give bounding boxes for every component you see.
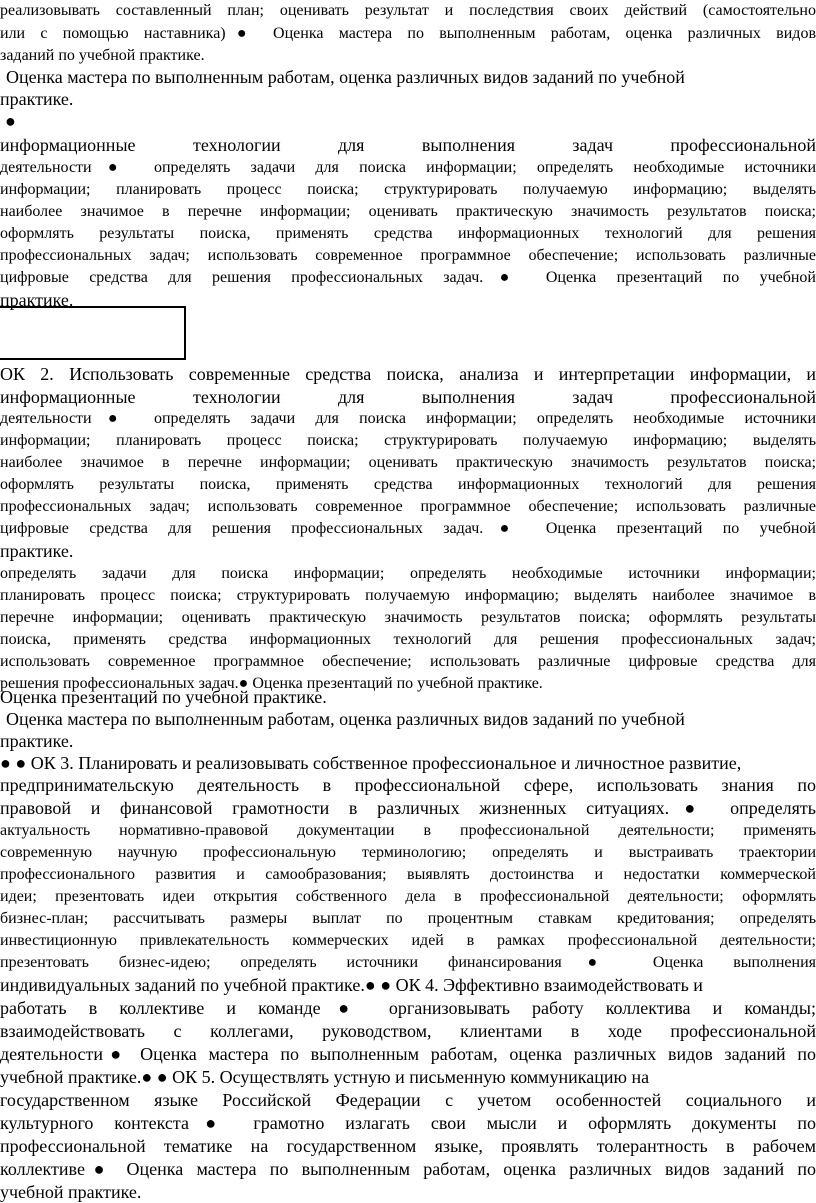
- text-line: определять задачи для поиска информации; определять необходимые источники информации;: [0, 565, 816, 582]
- text-line: индивидуальных заданий по учебной практике.● ● ОК 4. Эффективно взаимодействовать и: [0, 975, 703, 995]
- text-line: Оценка презентаций по учебной практике.: [0, 687, 327, 707]
- text-line: современную научную профессиональную терминологию; определять и выстраивать траектории: [0, 844, 816, 861]
- text-line: профессиональной тематике на государственном языке, проявлять толерантность в рабочем: [0, 1136, 816, 1156]
- text-line: практике.: [0, 89, 74, 109]
- text-line: практике.: [0, 541, 74, 561]
- text-line: планировать процесс поиска; структурировать получаемую информацию; выделять наиболее значимое в: [0, 587, 816, 604]
- text-line: взаимодействовать с коллегами, руководством, клиентами в ходе профессиональной: [0, 1021, 816, 1041]
- text-line: наиболее значимое в перечне информации; оценивать практическую значимость результатов поиска;: [0, 203, 816, 220]
- text-line: практике.: [0, 290, 74, 310]
- text-line: решения профессиональных задач.● Оценка презентаций по учебной практике.: [0, 675, 543, 692]
- text-line: оформлять результаты поиска, применять средства информационных технологий для решения: [0, 225, 816, 242]
- text-line: информации; планировать процесс поиска; структурировать получаемую информацию; выделять: [0, 432, 816, 449]
- text-line: деятельности● определять задачи для поиска информации; определять необходимые источники: [0, 410, 816, 427]
- text-line: государственном языке Российской Федерации с учетом особенностей социального и: [0, 1090, 816, 1110]
- text-line: бизнес-план; рассчитывать размеры выплат по процентным ставкам кредитования; определять: [0, 910, 816, 927]
- text-line: культурного контекста● грамотно излагать свои мысли и оформлять документы по: [0, 1113, 816, 1133]
- text-line: презентовать бизнес-идею; определять источники финансирования● Оценка выполнения: [0, 954, 816, 971]
- text-line: оформлять результаты поиска, применять средства информационных технологий для решения: [0, 476, 816, 493]
- text-line: предпринимательскую деятельность в профессиональной сфере, использовать знания по: [0, 775, 816, 795]
- text-line: правовой и финансовой грамотности в различных жизненных ситуациях.● определять: [0, 798, 816, 818]
- text-line: практике.: [0, 731, 74, 751]
- text-line: наиболее значимое в перечне информации; оценивать практическую значимость результатов поиска;: [0, 454, 816, 471]
- text-line: ОК 2. Использовать современные средства поиска, анализа и интерпретации информации, и: [0, 364, 816, 384]
- text-line: учебной практике.: [0, 1182, 142, 1202]
- text-line: Оценка мастера по выполненным работам, оценка различных видов заданий по учебной: [6, 67, 685, 87]
- text-line: деятельности● определять задачи для поиска информации; определять необходимые источники: [0, 159, 816, 176]
- text-line: деятельности● Оценка мастера по выполненным работам, оценка различных видов заданий по: [0, 1044, 816, 1064]
- text-line: коллективе● Оценка мастера по выполненным работам, оценка различных видов заданий по: [0, 1159, 816, 1179]
- text-line: перечне информации; оценивать практическую значимость результатов поиска; оформлять результаты: [0, 609, 816, 626]
- text-line: идеи; презентовать идеи открытия собственного дела в профессиональной деятельности; оформлять: [0, 888, 816, 905]
- text-line: Оценка мастера по выполненным работам, оценка различных видов заданий по учебной: [6, 709, 685, 729]
- text-line: работать в коллективе и команде● организовывать работу коллектива и команды;: [0, 998, 816, 1018]
- text-line: профессиональных задач; использовать современное программное обеспечение; использовать различные: [0, 498, 816, 515]
- text-line: использовать современное программное обеспечение; использовать различные цифровые средства для: [0, 653, 816, 670]
- black-bordered-block: [0, 306, 186, 360]
- text-line: цифровые средства для решения профессиональных задач.● Оценка презентаций по учебной: [0, 269, 816, 286]
- text-line: информационные технологии для выполнения задач профессиональной: [0, 387, 816, 407]
- text-line: информационные технологии для выполнения задач профессиональной: [0, 135, 816, 155]
- text-line: актуальность нормативно-правовой документации в профессиональной деятельности; применять: [0, 822, 816, 839]
- text-line: реализовывать составленный план; оценивать результат и последствия своих действий (самостоятельно: [0, 2, 816, 19]
- text-line: ● ● ОК 3. Планировать и реализовывать собственное профессиональное и личностное развитие,: [0, 753, 742, 773]
- text-line: информации; планировать процесс поиска; структурировать получаемую информацию; выделять: [0, 181, 816, 198]
- text-line: или с помощью наставника)● Оценка мастера по выполненным работам, оценка различных видов: [0, 25, 816, 42]
- text-line: поиска, применять средства информационных технологий для решения профессиональных задач;: [0, 631, 816, 648]
- text-line: профессионального развития и самообразования; выявлять достоинства и недостатки коммерческой: [0, 866, 816, 883]
- text-line: инвестиционную привлекательность коммерческих идей в рамках профессиональной деятельности;: [0, 932, 816, 949]
- text-line: заданий по учебной практике.: [0, 47, 205, 64]
- text-line: учебной практике.● ● ОК 5. Осуществлять устную и письменную коммуникацию на: [0, 1067, 650, 1087]
- text-line: цифровые средства для решения профессиональных задач.● Оценка презентаций по учебной: [0, 520, 816, 537]
- text-line: профессиональных задач; использовать современное программное обеспечение; использовать различные: [0, 247, 816, 264]
- standalone-bullet: ●: [5, 111, 16, 131]
